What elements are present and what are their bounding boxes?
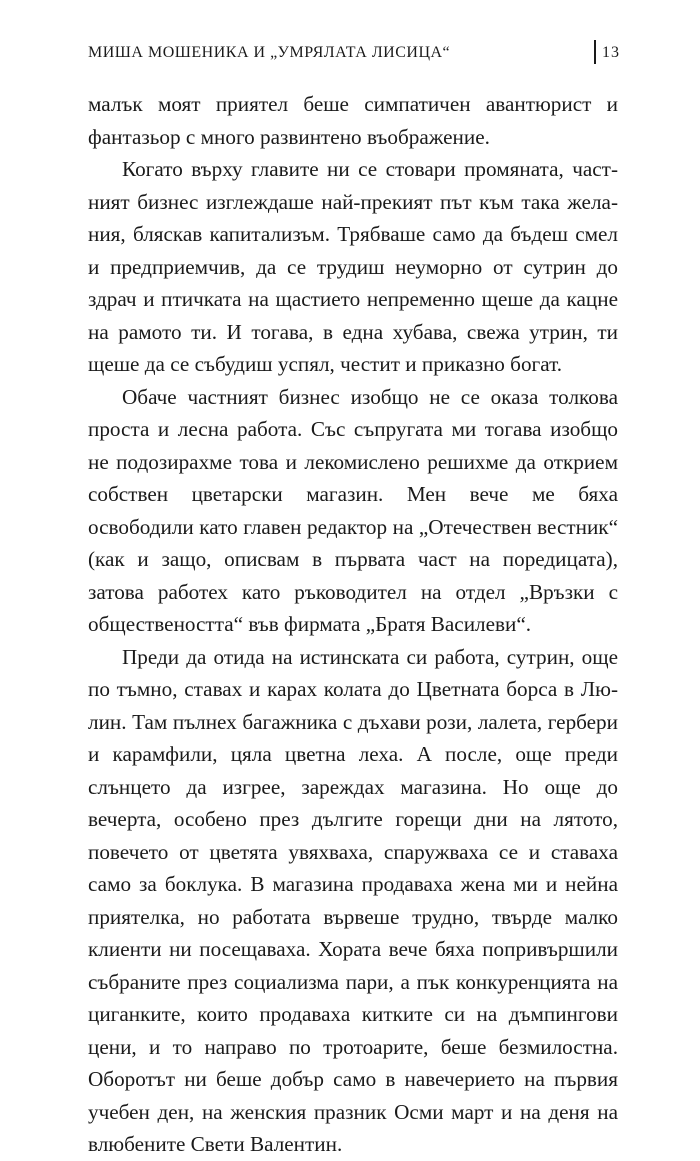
- paragraph: Преди да отида на истинската си работа, сутрин, още по тъмно, ставах и карах колата до Цветната борса в Люлин. Там пълнех багажника с дъхави рози, лалета, гербери и карамфили, цяла цветна леха. А после, още преди слънцето да изгрее, зареждах магазина. Но още до вечерта, особено през дългите горещи дни на лятото, повечето от цветята увяхваха, спаружваха се и ставаха само за боклука. В магазина продаваха жена ми и нейна приятелка, но работата вървеше трудно, твърде малко клиенти ни посещаваха. Хората вече бяха попривършили събраните през социализма пари, а пък конкуренцията на циганките, които продаваха китките си на дъмпингови цени, и то направо по тротоарите, беше безмилостна. Оборотът ни беше добър само в навечерието на първия учебен ден, на женския празник Осми март и на деня на влюбените Свети Валентин.: [88, 644, 618, 1156]
- body-text: [88, 88, 618, 1161]
- page-number: 13: [602, 44, 620, 61]
- paragraph-continued: малък моят приятел беше симпатичен авантюрист и фантазьор с много развинтено въображение.: [88, 92, 618, 149]
- paragraph: Обаче частният бизнес изобщо не се оказа толкова проста и лесна работа. Със съпругата ми тогава изобщо не подозирахме това и лекомислено решихме да открием собствен цветарски магазин. Мен вече ме бяха освободили като главен редактор на „Отечествен вестник“ (как и защо, описвам в първата част на поредицата), затова работех като ръководител на отдел „Връзки с обществеността“ във фирмата „Братя Василеви“.: [88, 384, 618, 636]
- running-header: [88, 38, 624, 68]
- header-separator: [594, 40, 596, 64]
- running-head-title: МИША МОШЕНИКА И „УМРЯЛАТА ЛИСИЦА“: [88, 44, 451, 61]
- paragraph: Когато върху главите ни се стовари промяната, частният бизнес изглеждаше най-прекият път към така желания, бляскав капитализъм. Трябваше само да бъдеш смел и предприемчив, да се трудиш неуморно от сутрин до здрач и птичката на щастието непременно щеше да кацне на рамото ти. И тогава, в една хубава, свежа утрин, ти щеше да се събудиш успял, честит и приказно богат.: [88, 157, 618, 376]
